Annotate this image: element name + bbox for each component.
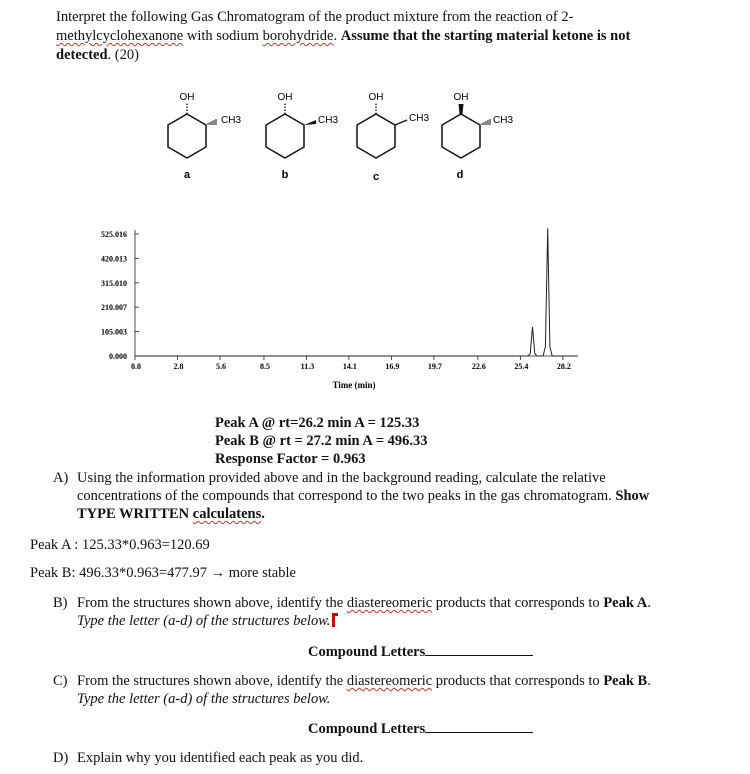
peak-a-info (215, 414, 419, 433)
peak-a-ref: Peak A (603, 595, 648, 611)
series-line (135, 228, 578, 356)
structure-d (442, 92, 513, 181)
ch3-label: CH3 (409, 113, 430, 124)
answer-peak-a[interactable]: Peak A : 125.33*0.963=120.69 (30, 537, 210, 553)
part-a-label: A) (53, 470, 69, 486)
x-tick-label: 8.5 (259, 362, 270, 371)
ch3-label: CH3 (221, 115, 242, 126)
structures-figure (150, 84, 540, 189)
oh-label: OH (368, 92, 384, 103)
text-cursor-icon (332, 613, 335, 627)
reactant-name: methylcyclohexanone (56, 28, 184, 44)
assumption-end: detected (56, 47, 108, 63)
text: . (333, 28, 341, 44)
compound-letters-label: Compound Letters (308, 644, 426, 660)
structure-letter: c (372, 171, 380, 183)
text: products that corresponds to (432, 595, 604, 611)
instruction-text: Type the letter (a-d) of the structures below. (77, 613, 331, 629)
part-c-label: C) (53, 673, 68, 689)
y-tick-label: 0.000 (109, 352, 127, 361)
part-a-line-1: Using the information provided above and in the background reading, calculate the relative (77, 470, 606, 486)
x-tick-labels (131, 356, 571, 371)
structure-letter: d (456, 169, 464, 181)
x-axis-label: Time (min) (332, 380, 376, 390)
peak-b-text: Peak B @ rt = 27.2 min A = 496.33 (215, 433, 428, 449)
points: . (20) (107, 47, 139, 63)
oh-label: OH (453, 92, 469, 103)
x-tick-label: 16.9 (385, 362, 400, 371)
ch3-label: CH3 (493, 115, 514, 126)
x-tick-label: 5.6 (215, 362, 226, 371)
x-tick-label: 25.4 (514, 362, 529, 371)
part-b-compound-letters (308, 643, 533, 662)
y-tick-labels (101, 230, 139, 361)
x-tick-label: 0.0 (131, 362, 141, 371)
y-tick-label: 210.007 (101, 303, 127, 313)
structure-b (266, 92, 338, 181)
part-a-line-2 (77, 487, 649, 506)
structure-letter: a (183, 169, 191, 181)
structure-c (357, 92, 429, 183)
ch3-label: CH3 (318, 115, 339, 126)
signal-trace (135, 228, 578, 356)
text: with sodium (183, 28, 263, 44)
part-b-label: B) (53, 595, 68, 611)
text: From the structures shown above, identify the (77, 595, 347, 611)
show-text: Show (615, 488, 650, 504)
x-tick-label: 19.7 (427, 362, 442, 371)
question-line-3 (56, 46, 139, 65)
compound-letters-blank-b[interactable] (425, 643, 533, 656)
period: . (647, 673, 651, 689)
diastereomeric-text: diastereomeric (346, 595, 433, 611)
part-a-line-3 (77, 505, 265, 524)
text: From the structures shown above, identify the (77, 673, 347, 689)
peak-b-info (215, 432, 427, 451)
part-d-line-1: Explain why you identified each peak as you did. (77, 750, 364, 766)
x-tick-label: 28.2 (556, 362, 571, 371)
diastereomeric-text: diastereomeric (346, 673, 433, 689)
compound-letters-blank-c[interactable] (425, 720, 533, 733)
response-factor: Response Factor = 0.963 (215, 451, 366, 467)
assumption-text: Assume that the starting material ketone is not (340, 28, 631, 44)
chromatogram-chart (70, 220, 600, 400)
period: . (261, 506, 265, 522)
reagent-name: borohydride (262, 28, 334, 44)
part-c-compound-letters (308, 720, 533, 739)
text: concentrations of the compounds that correspond to the two peaks in the gas chromatogram. (77, 488, 612, 504)
part-d-label: D) (53, 750, 69, 766)
part-c-line-1 (77, 672, 651, 691)
part-c-line-2: Type the letter (a-d) of the structures below. (77, 691, 331, 707)
question-line-2 (56, 27, 630, 46)
compound-letters-label: Compound Letters (308, 721, 426, 737)
y-tick-label: 315.010 (101, 278, 127, 288)
y-tick-label: 525.016 (101, 230, 127, 239)
answer-peak-b[interactable]: Peak B: 496.33*0.963=477.97 → more stable (30, 565, 296, 581)
text: products that corresponds to (432, 673, 604, 689)
typewritten-text: TYPE WRITTEN (77, 506, 190, 522)
x-tick-label: 2.8 (173, 362, 184, 371)
period: . (647, 595, 651, 611)
chart-axes (135, 230, 578, 356)
oh-label: OH (179, 92, 195, 103)
y-tick-label: 105.003 (101, 327, 127, 337)
oh-label: OH (277, 92, 293, 103)
peak-b-ref: Peak B (603, 673, 648, 689)
part-b-line-2 (77, 612, 335, 631)
structure-letter: b (281, 169, 289, 181)
structure-a (168, 92, 241, 181)
part-b-line-1 (77, 594, 651, 613)
x-tick-label: 14.1 (342, 362, 357, 371)
peak-a-text: Peak A @ rt=26.2 min A = 125.33 (215, 415, 420, 431)
question-line-1: Interpret the following Gas Chromatogram of the product mixture from the reaction of 2- (56, 9, 574, 25)
y-tick-label: 420.013 (101, 254, 127, 264)
x-tick-label: 11.3 (300, 362, 315, 371)
calculations-text: calculatens (192, 506, 262, 522)
x-tick-label: 22.6 (471, 362, 486, 371)
